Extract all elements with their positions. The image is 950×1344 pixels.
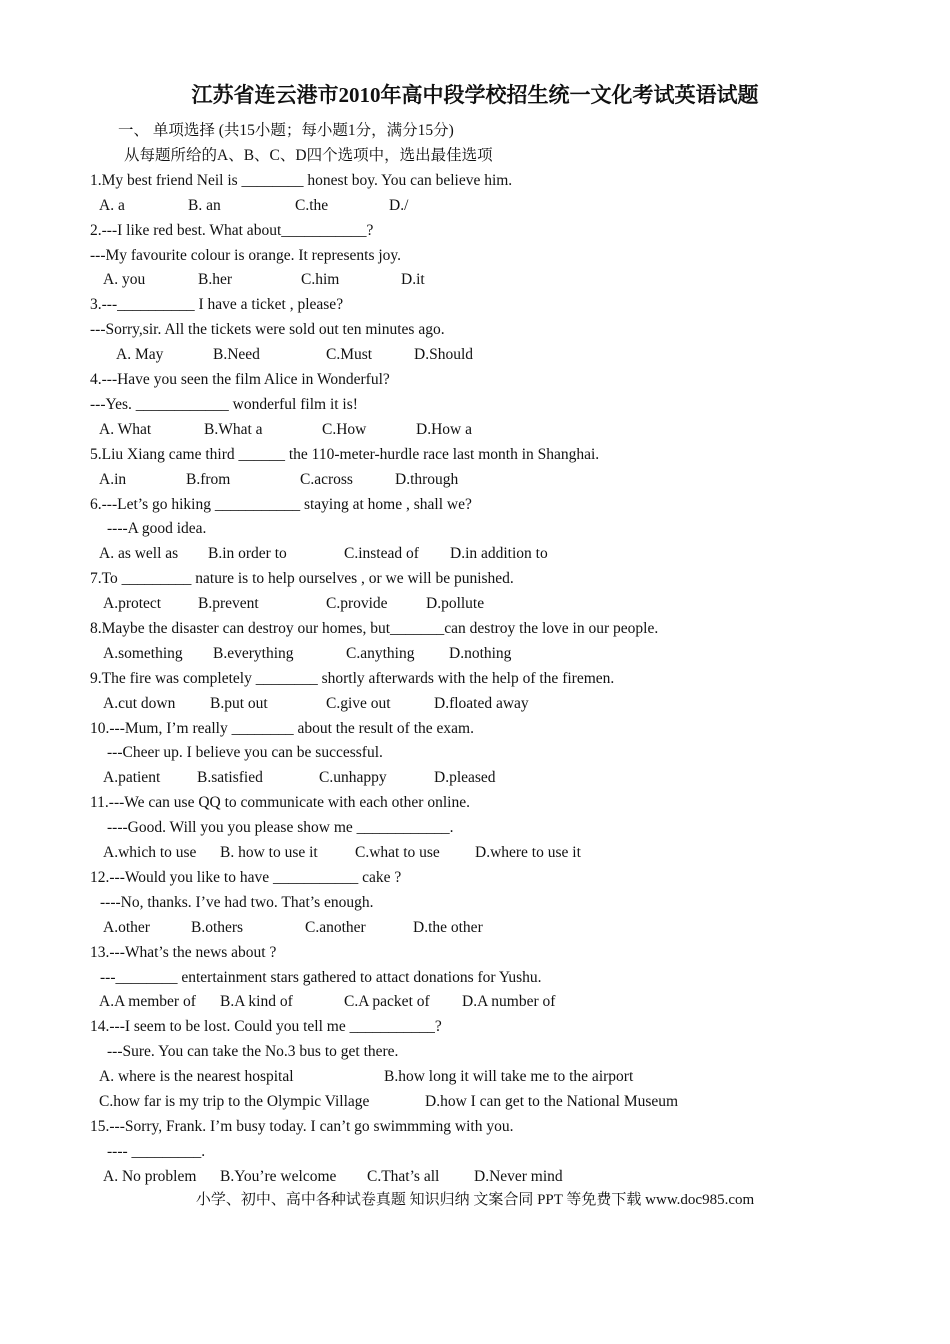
- q10-option-b: B.satisfied: [197, 769, 263, 786]
- q1-option-b: B. an: [188, 197, 221, 214]
- q5-option-c: C.across: [300, 471, 353, 488]
- q7-option-a: A.protect: [103, 595, 162, 612]
- question-2-stem: 2.---I like red best. What about___________?: [90, 222, 374, 239]
- q8-option-c: C.anything: [346, 645, 415, 662]
- q13-option-c: C.A packet of: [344, 993, 430, 1010]
- question-6-stem: 6.---Let’s go hiking ___________ staying at home , shall we?: [90, 496, 472, 513]
- instruction: 从每题所给的A、B、C、D四个选项中，选出最佳选项: [124, 147, 493, 164]
- q12-option-c: C.another: [305, 919, 366, 936]
- q10-option-d: D.pleased: [434, 769, 496, 786]
- q10-option-a: A.patient: [103, 769, 161, 786]
- q3-option-d: D.Should: [414, 346, 473, 363]
- q8-option-d: D.nothing: [449, 645, 512, 662]
- q6-option-d: D.in addition to: [450, 545, 548, 562]
- q1-option-d: D./: [389, 197, 409, 214]
- question-3-reply: ---Sorry,sir. All the tickets were sold out ten minutes ago.: [90, 321, 445, 338]
- question-11-stem: 11.---We can use QQ to communicate with each other online.: [90, 794, 470, 811]
- q13-option-d: D.A number of: [462, 993, 556, 1010]
- q11-option-b: B. how to use it: [220, 844, 318, 861]
- question-15-stem: 15.---Sorry, Frank. I’m busy today. I can’t go swimmming with you.: [90, 1118, 514, 1135]
- q2-option-a: A. you: [103, 271, 146, 288]
- q15-option-d: D.Never mind: [474, 1168, 563, 1185]
- question-6-reply: ----A good idea.: [107, 520, 207, 537]
- q6-option-b: B.in order to: [208, 545, 287, 562]
- q6-option-c: C.instead of: [344, 545, 419, 562]
- q6-option-a: A. as well as: [99, 545, 179, 562]
- question-4-reply: ---Yes. ____________ wonderful film it is!: [90, 396, 358, 413]
- question-4-stem: 4.---Have you seen the film Alice in Wonderful?: [90, 371, 390, 388]
- question-13-stem: 13.---What’s the news about ?: [90, 944, 277, 961]
- exam-title: 江苏省连云港市2010年高中段学校招生统一文化考试英语试题: [191, 83, 759, 107]
- q9-option-d: D.floated away: [434, 695, 529, 712]
- q8-option-a: A.something: [103, 645, 183, 662]
- q11-option-d: D.where to use it: [475, 844, 581, 861]
- question-14-stem: 14.---I seem to be lost. Could you tell me ___________?: [90, 1018, 442, 1035]
- q14-option-d: D.how I can get to the National Museum: [425, 1093, 679, 1110]
- q14-option-b: B.how long it will take me to the airport: [384, 1068, 634, 1085]
- q12-option-d: D.the other: [413, 919, 483, 936]
- q4-option-c: C.How: [322, 421, 367, 438]
- q9-option-b: B.put out: [210, 695, 268, 712]
- q5-option-b: B.from: [186, 471, 231, 488]
- q4-option-d: D.How a: [416, 421, 472, 438]
- q12-option-b: B.others: [191, 919, 244, 936]
- q15-option-c: C.That’s all: [367, 1168, 440, 1185]
- q3-option-b: B.Need: [213, 346, 260, 363]
- question-3-stem: 3.---__________ I have a ticket , please?: [90, 296, 344, 313]
- q9-option-c: C.give out: [326, 695, 391, 712]
- page-footer: 小学、初中、高中各种试卷真题 知识归纳 文案合同 PPT 等免费下载 www.doc985.com: [195, 1192, 755, 1208]
- question-5-stem: 5.Liu Xiang came third ______ the 110-meter-hurdle race last month in Shanghai.: [90, 446, 600, 463]
- question-13-reply: ---________ entertainment stars gathered to attact donations for Yushu.: [100, 969, 542, 986]
- section-heading: 一、 单项选择 (共15小题；每小题1分，满分15分): [118, 122, 454, 139]
- q2-option-d: D.it: [401, 271, 425, 288]
- q15-option-b: B.You’re welcome: [220, 1168, 337, 1185]
- q13-option-b: B.A kind of: [220, 993, 293, 1010]
- q1-option-c: C.the: [295, 197, 329, 214]
- q15-option-a: A. No problem: [103, 1168, 197, 1185]
- q9-option-a: A.cut down: [103, 695, 176, 712]
- question-10-reply: ---Cheer up. I believe you can be successful.: [107, 744, 383, 761]
- q7-option-c: C.provide: [326, 595, 388, 612]
- question-15-reply: ---- _________.: [107, 1143, 206, 1160]
- question-9-stem: 9.The fire was completely ________ shortly afterwards with the help of the firemen.: [90, 670, 615, 687]
- q13-option-a: A.A member of: [99, 993, 196, 1010]
- q4-option-a: A. What: [99, 421, 152, 438]
- question-11-reply: ----Good. Will you you please show me ____________.: [107, 819, 454, 836]
- question-10-stem: 10.---Mum, I’m really ________ about the result of the exam.: [90, 720, 474, 737]
- question-2-reply: ---My favourite colour is orange. It represents joy.: [90, 247, 402, 264]
- question-12-reply: ----No, thanks. I’ve had two. That’s enough.: [100, 894, 374, 911]
- question-12-stem: 12.---Would you like to have ___________ cake ?: [90, 869, 402, 886]
- q5-option-a: A.in: [99, 471, 127, 488]
- question-14-reply: ---Sure. You can take the No.3 bus to get there.: [107, 1043, 399, 1060]
- question-8-stem: 8.Maybe the disaster can destroy our homes, but_______can destroy the love in our people.: [90, 620, 659, 637]
- question-7-stem: 7.To _________ nature is to help ourselves , or we will be punished.: [90, 570, 514, 587]
- q1-option-a: A. a: [99, 197, 125, 214]
- q2-option-b: B.her: [198, 271, 233, 288]
- q12-option-a: A.other: [103, 919, 150, 936]
- q4-option-b: B.What a: [204, 421, 263, 438]
- q14-option-a: A. where is the nearest hospital: [99, 1068, 294, 1085]
- q7-option-d: D.pollute: [426, 595, 485, 612]
- q11-option-a: A.which to use: [103, 844, 197, 861]
- question-1-stem: 1.My best friend Neil is ________ honest boy. You can believe him.: [90, 172, 513, 189]
- q5-option-d: D.through: [395, 471, 459, 488]
- q10-option-c: C.unhappy: [319, 769, 387, 786]
- q3-option-c: C.Must: [326, 346, 373, 363]
- q2-option-c: C.him: [301, 271, 340, 288]
- q7-option-b: B.prevent: [198, 595, 259, 612]
- q11-option-c: C.what to use: [355, 844, 440, 861]
- q3-option-a: A. May: [116, 346, 164, 363]
- q14-option-c: C.how far is my trip to the Olympic Village: [99, 1093, 370, 1110]
- q8-option-b: B.everything: [213, 645, 294, 662]
